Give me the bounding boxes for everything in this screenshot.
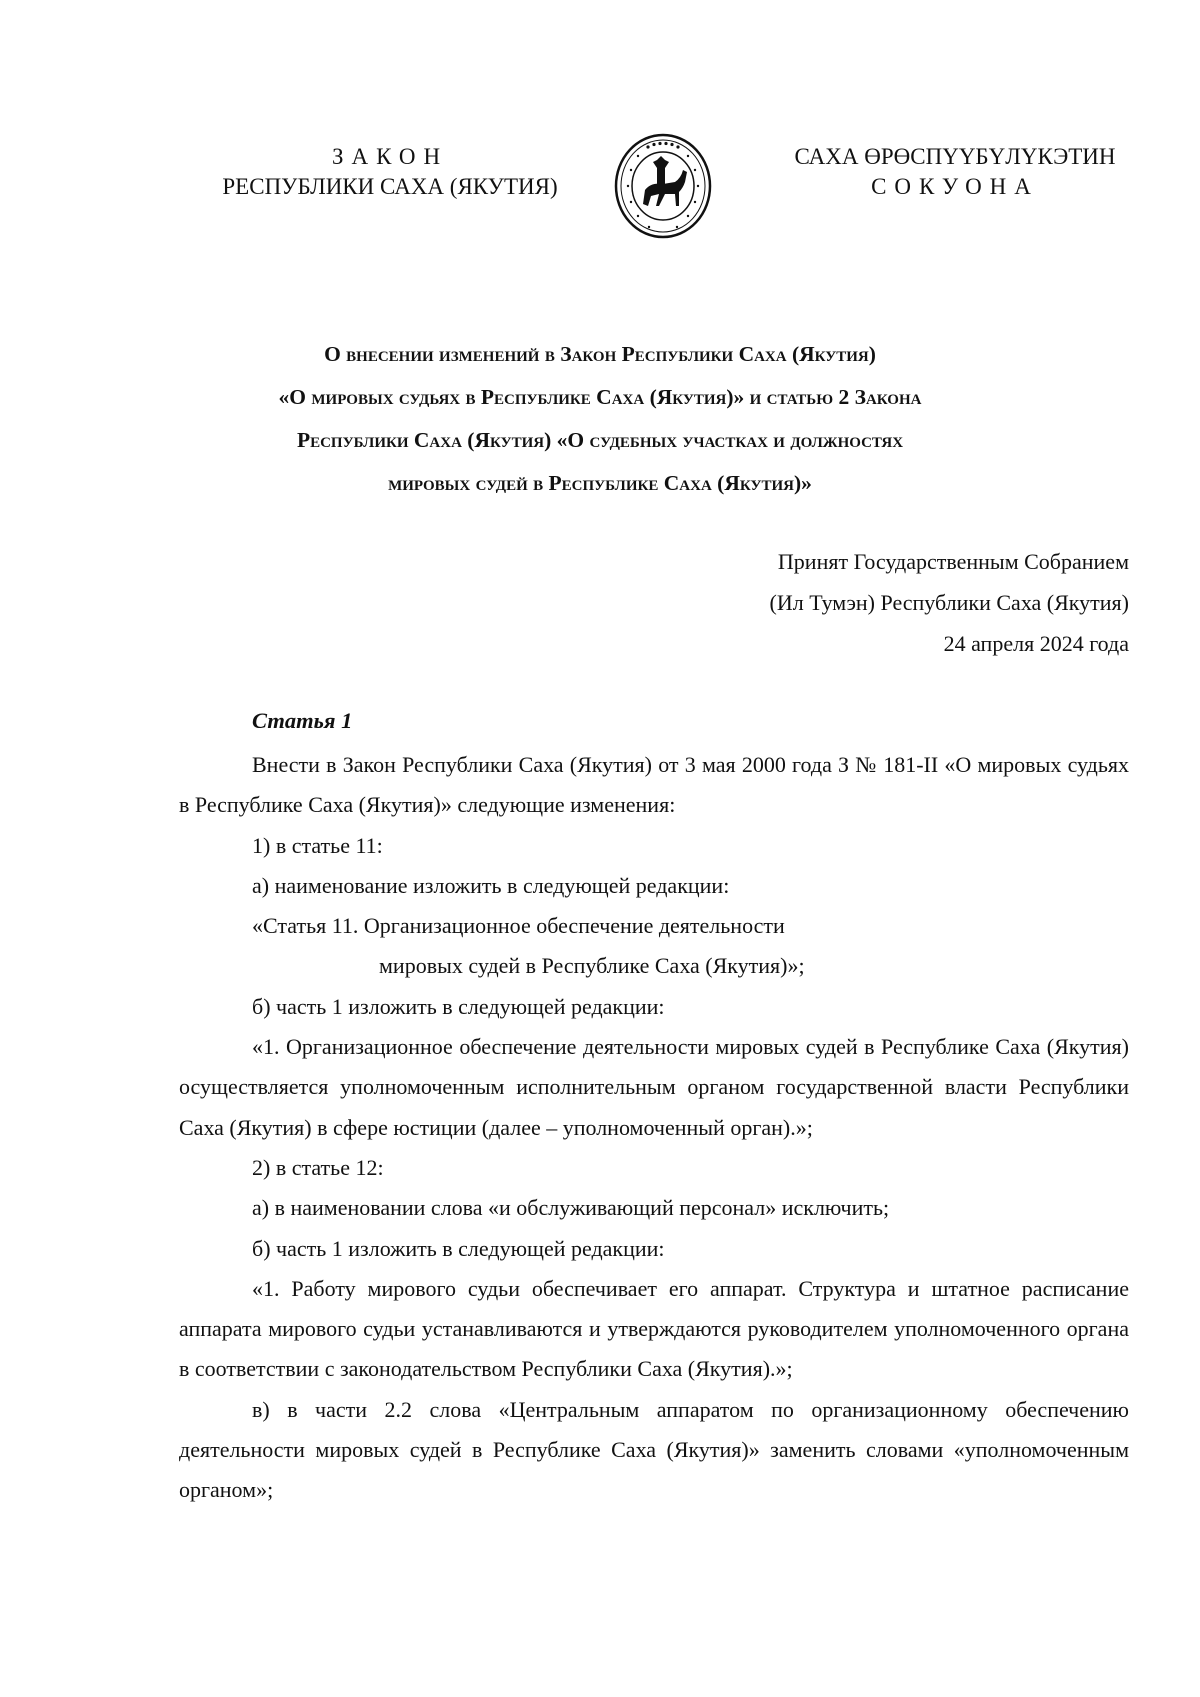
coat-of-arms-seal-icon [613, 132, 713, 240]
paragraph: 1) в статье 11: [252, 832, 383, 858]
law-title-line: О внесении изменений в Закон Республики Саха (Якутия) [324, 342, 876, 366]
paragraph: в) в части 2.2 слова «Центральным аппаратом по организационному обеспечению деятельности мировых судей в Республике Саха (Якутия)» заменить словами «уполномоченным органом»; [179, 1396, 1129, 1503]
paragraph: мировых судей в Республике Саха (Якутия)»; [379, 953, 805, 979]
law-title [180, 333, 1020, 505]
paragraph: 2) в статье 12: [252, 1154, 384, 1180]
adoption-line: (Ил Тумэн) Республики Саха (Якутия) [769, 590, 1129, 615]
law-title-line: «О мировых судьях в Республике Саха (Якутия)» и статью 2 Закона [278, 385, 922, 409]
header-right-block [770, 142, 1140, 202]
adoption-block [770, 541, 1129, 664]
law-title-line: Республики Саха (Якутия) «О судебных участках и должностях [296, 428, 904, 452]
paragraph: «1. Работу мирового судьи обеспечивает его аппарат. Структура и штатное расписание аппарата мирового судьи устанавливаются и утверждаются руководителем уполномоченного органа в соответствии с законодательством Республики Саха (Якутия).»; [179, 1275, 1129, 1382]
paragraph: б) часть 1 изложить в следующей редакции: [252, 1235, 665, 1261]
paragraph: «1. Организационное обеспечение деятельности мировых судей в Республике Саха (Якутия) осуществляется уполномоченным исполнительным органом государственной власти Республики Саха (Якутия) в сфере юстиции (далее – уполномоченный орган).»; [179, 1034, 1129, 1140]
header-law-label: ЗАКОН [331, 144, 449, 169]
paragraph: а) в наименовании слова «и обслуживающий персонал» исключить; [252, 1195, 890, 1221]
paragraph: б) часть 1 изложить в следующей редакции: [252, 993, 665, 1019]
header-yakut-law-label: СОКУОНА [871, 174, 1039, 199]
adoption-line: Принят Государственным Собранием [777, 549, 1129, 574]
paragraph: Внести в Закон Республики Саха (Якутия) от 3 мая 2000 года З № 181-II «О мировых судьях в Республике Саха (Якутия)» следующие изменения: [179, 752, 1129, 818]
adoption-date: 24 апреля 2024 года [943, 631, 1129, 656]
article-heading: Статья 1 [252, 708, 353, 733]
header-left-block [200, 142, 580, 202]
paragraph: а) наименование изложить в следующей редакции: [252, 872, 730, 898]
header-yakut-republic-label: САХА ӨРӨСПҮҮБҮЛҮКЭТИН [794, 144, 1116, 169]
article-body [179, 745, 1129, 1511]
header-republic-label: РЕСПУБЛИКИ САХА (ЯКУТИЯ) [222, 174, 558, 199]
law-title-line: мировых судей в Республике Саха (Якутия)» [388, 471, 812, 495]
paragraph: «Статья 11. Организационное обеспечение деятельности [252, 913, 785, 939]
